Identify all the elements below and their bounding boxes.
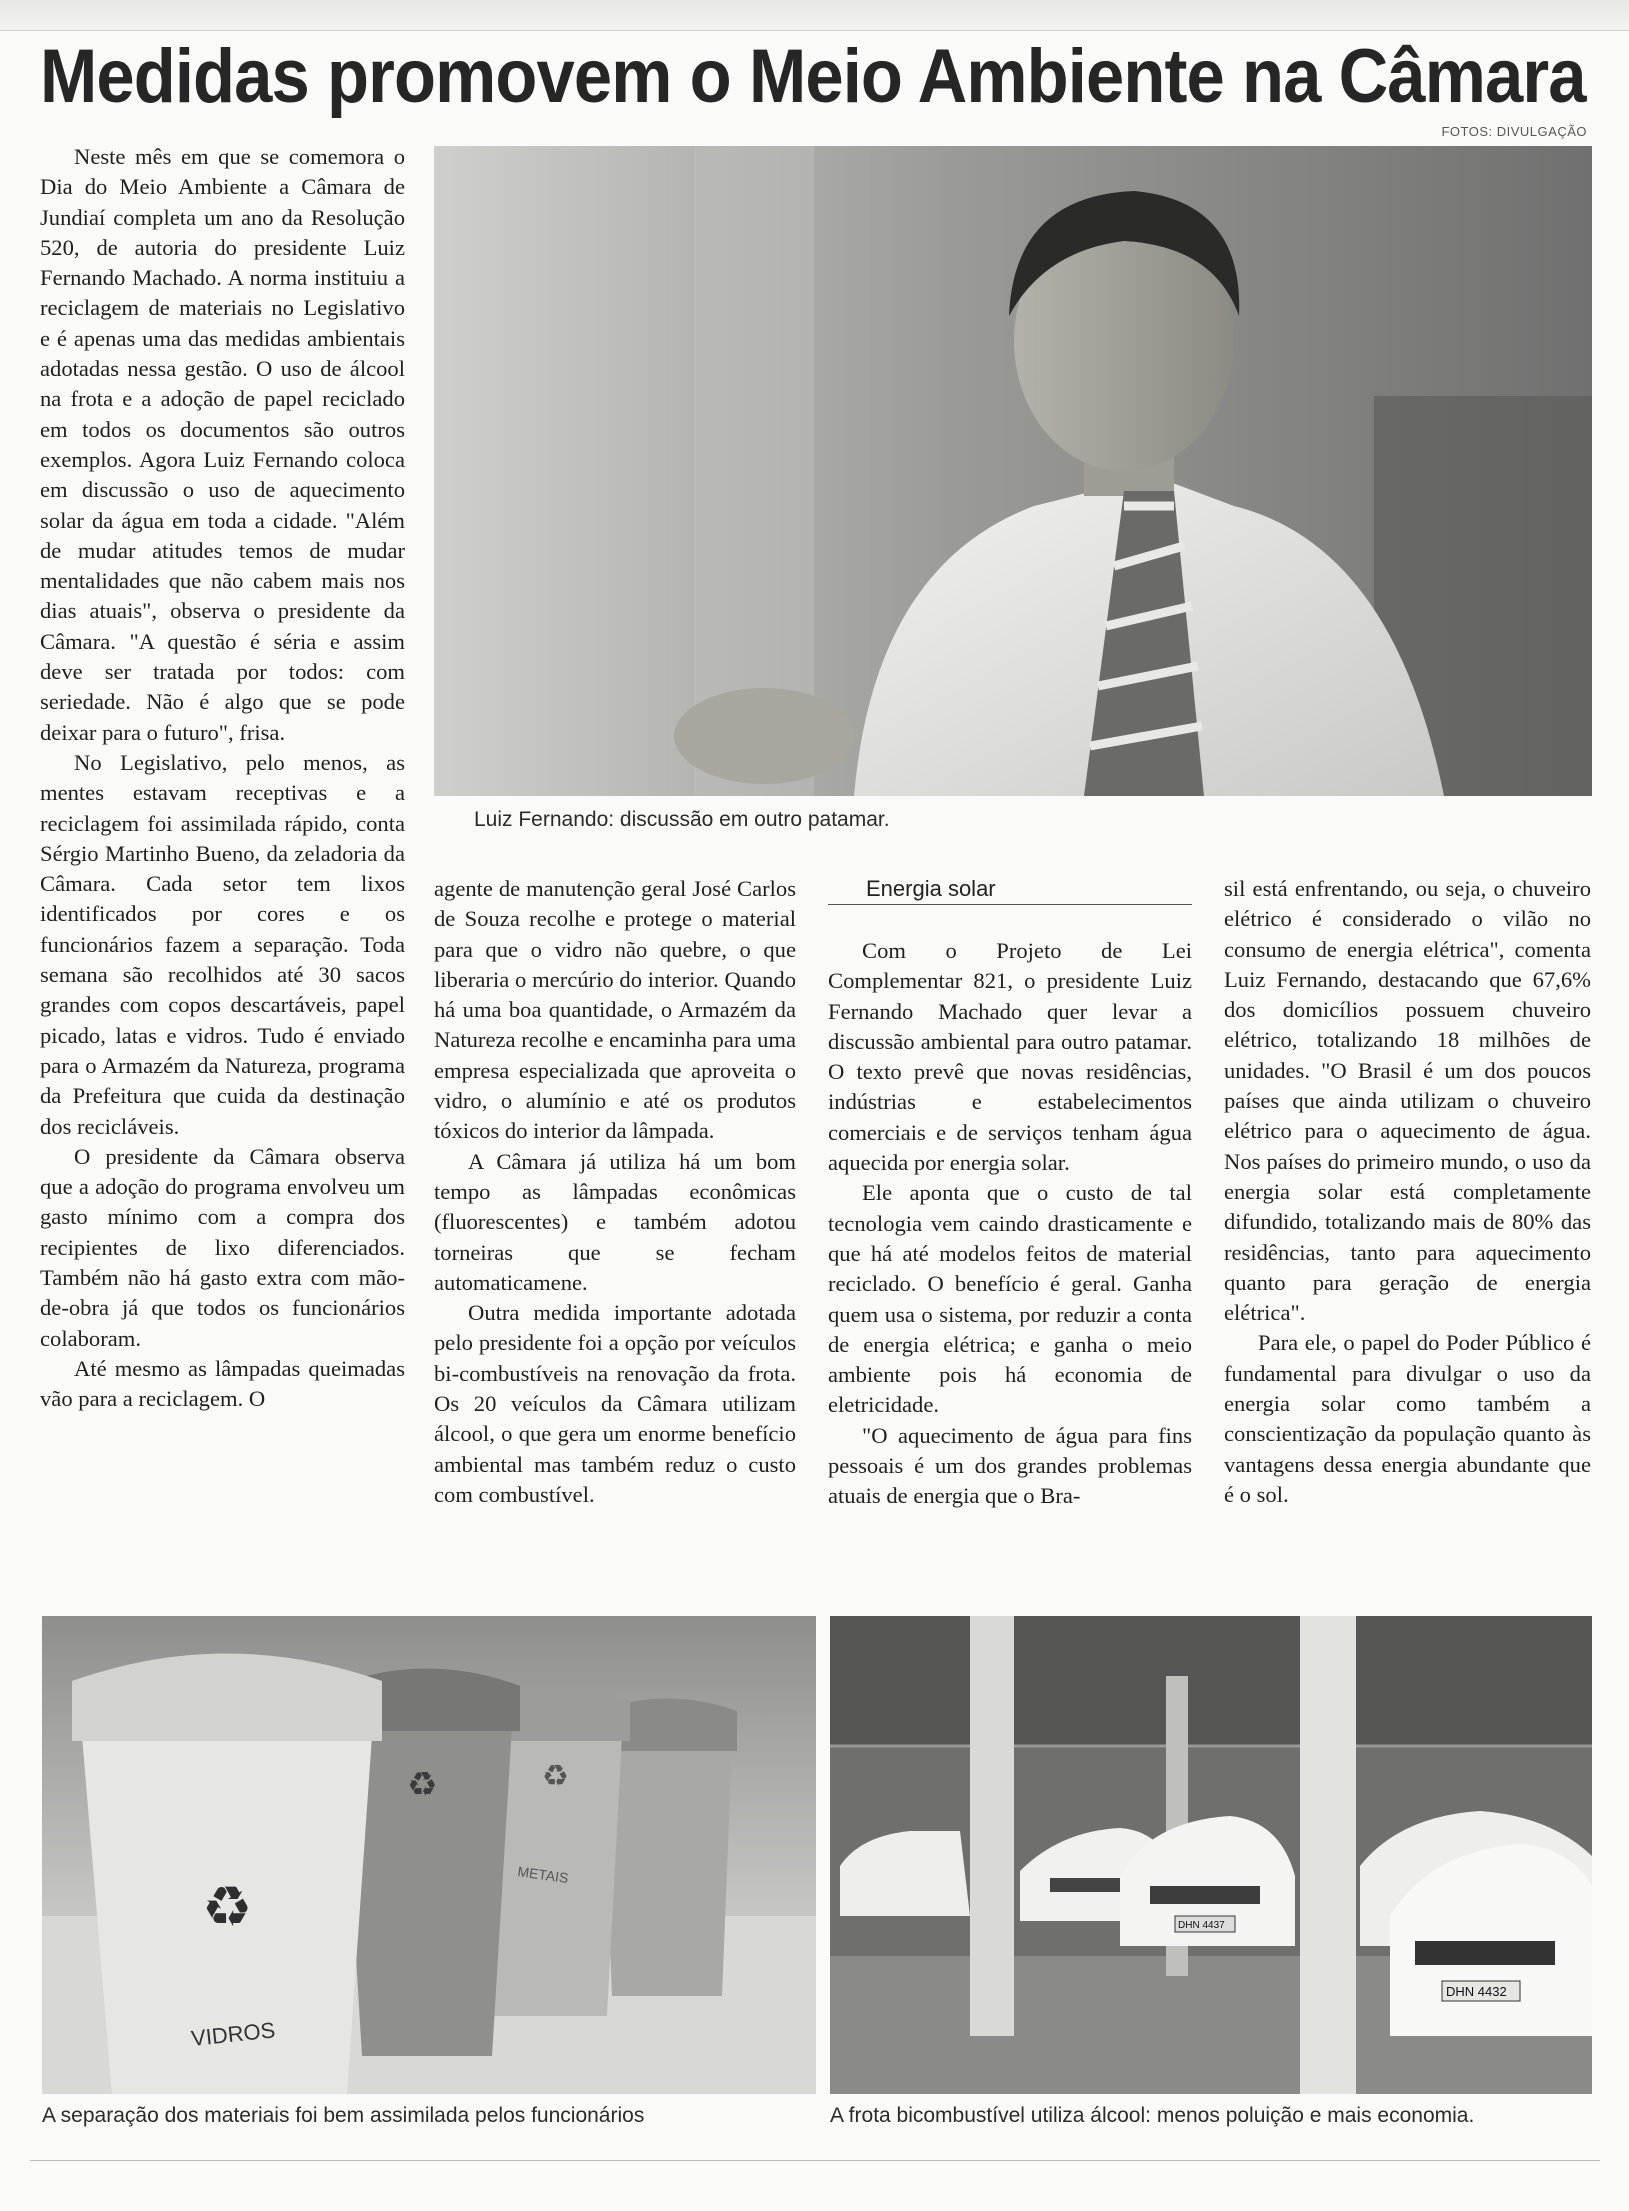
recycle-icon-large: ♻ [202, 1875, 253, 1938]
recycling-bins-photo [42, 1616, 816, 2094]
column-1 [40, 142, 405, 1414]
paragraph: agente de manutenção geral José Carlos de Souza recolhe e protege o material para que o vidro não quebre, o que liberaria o mercúrio do interior. Quando há uma boa quantidade, o Armazém da Natureza recolhe e encaminha para uma empresa especializada que aproveita o vidro, o alumínio e até os produtos tóxicos do interior da lâmpada. [434, 876, 796, 1144]
paragraph: Até mesmo as lâmpadas queimadas vão para a reciclagem. O [40, 1355, 405, 1412]
subhead-rule [828, 904, 1192, 905]
section-subhead: Energia solar [866, 876, 996, 901]
paragraph: Para ele, o papel do Poder Público é fundamental para divulgar o uso da energia solar como também a conscientização da população quanto às vantagens dessa energia abundante que é o sol. [1224, 1330, 1591, 1507]
recycle-icon-small: ♻ [542, 1760, 569, 1793]
column-2 [434, 874, 796, 1510]
bin-label-metal: METAIS [516, 1863, 570, 1887]
license-plate: DHN 4437 [1178, 1920, 1225, 1931]
paragraph: No Legislativo, pelo menos, as mentes estavam receptivas e a reciclagem foi assimilada rápido, conta Sérgio Martinho Bueno, da zeladoria da Câmara. Cada setor tem lixos identificados por cores e os funcionários fazem a separação. Toda semana são recolhidos até 30 sacos grandes com copos descartáveis, papel picado, latas e vidros. Tudo é enviado para o Armazém da Natureza, programa da Prefeitura que cuida da destinação dos recicláveis. [40, 749, 405, 1139]
column-3 [828, 936, 1192, 1512]
fleet-caption: A frota bicombustível utiliza álcool: menos poluição e mais economia. [830, 2104, 1475, 2127]
bleed-through-strip [0, 0, 1629, 31]
paragraph: O presidente da Câmara observa que a adoção do programa envolveu um gasto mínimo com a compra dos recipientes de lixo diferenciados. Também não há gasto extra com mão-de-obra já que todos os funcionários colaboram. [40, 1143, 405, 1351]
bin-label-glass: VIDROS [189, 2017, 277, 2051]
column-4 [1224, 874, 1591, 1510]
fleet-photo [830, 1616, 1592, 2094]
bins-caption: A separação dos materiais foi bem assimilada pelos funcionários [42, 2104, 645, 2127]
recycle-icon: ♻ [407, 1766, 438, 1804]
bottom-rule [30, 2160, 1600, 2161]
paragraph: Outra medida importante adotada pelo presidente foi a opção por veículos bi-combustíveis na renovação da frota. Os 20 veículos da Câmara utilizam álcool, o que gera um enorme benefício ambiental mas também reduz o custo com combustível. [434, 1300, 796, 1507]
paragraph: "O aquecimento de água para fins pessoais é um dos grandes problemas atuais de energia que o Bra- [828, 1422, 1192, 1509]
paragraph: A Câmara já utiliza há um bom tempo as lâmpadas econômicas (fluorescentes) e também adotou torneiras que se fecham automaticamene. [434, 1148, 796, 1295]
license-plate: DHN 4432 [1446, 1984, 1507, 1999]
paragraph: sil está enfrentando, ou seja, o chuveiro elétrico é considerado o vilão no consumo de energia elétrica", comenta Luiz Fernando, destacando que 67,6% dos domicílios possuem chuveiro elétrico, totalizando 18 milhões de unidades. "O Brasil é um dos poucos países que ainda utilizam o chuveiro elétrico para o aquecimento de água. Nos países do primeiro mundo, o uso da energia solar está completamente difundido, totalizando mais de 80% das residências, tanto para aquecimento quanto para geração de energia elétrica". [1224, 876, 1591, 1326]
paragraph: Ele aponta que o custo de tal tecnologia vem caindo drasticamente e que há até modelos feitos de material reciclado. O benefício é geral. Ganha quem usa o sistema, por reduzir a conta de energia elétrica; e ganha o meio ambiente pois há economia de eletricidade. [828, 1180, 1192, 1418]
portrait-caption: Luiz Fernando: discussão em outro patamar. [474, 808, 890, 831]
photo-credit: FOTOS: DIVULGAÇÃO [1441, 124, 1587, 139]
paragraph: Neste mês em que se comemora o Dia do Meio Ambiente a Câmara de Jundiaí completa um ano da Resolução 520, de autoria do presidente Luiz Fernando Machado. A norma instituiu a reciclagem de materiais no Legislativo e é apenas uma das medidas ambientais adotadas nessa gestão. O uso de álcool na frota e a adoção de papel reciclado em todos os documentos são outros exemplos. Agora Luiz Fernando coloca em discussão o uso de aquecimento solar da água em toda a cidade. "Além de mudar atitudes temos de mudar mentalidades que não cabem mais nos dias atuais", observa o presidente da Câmara. "A questão é séria e assim deve ser tratada por todos: com seriedade. Não é algo que se pode deixar para o futuro", frisa. [40, 144, 405, 745]
paragraph: Com o Projeto de Lei Complementar 821, o presidente Luiz Fernando Machado quer levar a discussão ambiental para outro patamar. O texto prevê que novas residências, indústrias e estabelecimentos comerciais e de serviços tenham água aquecida por energia solar. [828, 938, 1192, 1176]
portrait-photo [434, 146, 1592, 796]
headline: Medidas promovem o Meio Ambiente na Câmara [40, 34, 1586, 119]
